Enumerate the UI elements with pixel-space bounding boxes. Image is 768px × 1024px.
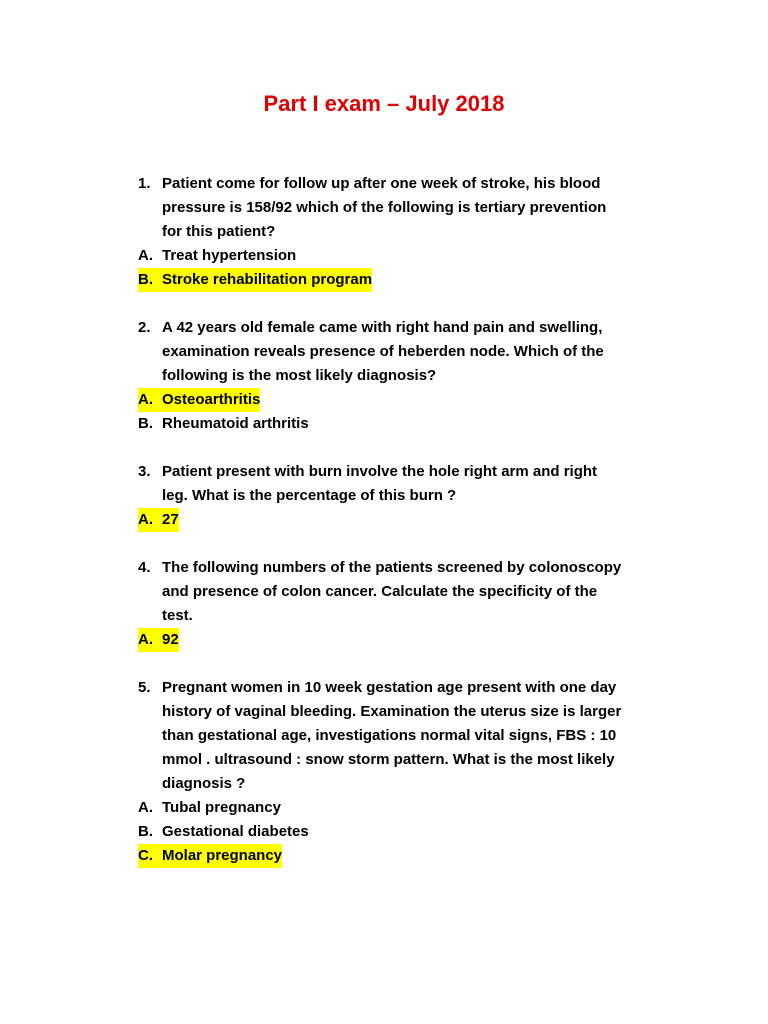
question-line <box>138 604 658 628</box>
question-text: and presence of colon cancer. Calculate the specificity of the <box>162 583 598 600</box>
question-line <box>138 364 658 388</box>
answer-highlight <box>138 268 372 292</box>
option-letter: A. <box>138 511 153 528</box>
question-line <box>138 700 658 724</box>
question-line <box>138 340 658 364</box>
question-text: leg. What is the percentage of this burn ? <box>162 487 457 504</box>
answer-highlight <box>138 844 282 868</box>
answer-option-highlighted <box>138 508 658 532</box>
option-letter: B. <box>138 823 153 840</box>
option-text: Treat hypertension <box>162 247 297 264</box>
option-letter: B. <box>138 271 153 288</box>
question-text: The following numbers of the patients screened by colonoscopy <box>162 559 622 576</box>
option-text: 27 <box>162 511 179 528</box>
question-line <box>138 556 658 580</box>
spacer <box>138 532 658 556</box>
answer-option <box>138 796 658 820</box>
spacer <box>138 436 658 460</box>
question-text: diagnosis ? <box>162 775 246 792</box>
option-text: Osteoarthritis <box>162 391 261 408</box>
option-letter: A. <box>138 391 153 408</box>
option-text: Stroke rehabilitation program <box>162 271 373 288</box>
question-text: for this patient? <box>162 223 276 240</box>
question-line <box>138 172 658 196</box>
answer-option-highlighted <box>138 628 658 652</box>
answer-option-highlighted <box>138 844 658 868</box>
answer-option <box>138 820 658 844</box>
answer-highlight <box>138 388 260 412</box>
option-text: Rheumatoid arthritis <box>162 415 309 432</box>
question-number: 1. <box>138 175 151 192</box>
question-text: examination reveals presence of heberden node. Which of the <box>162 343 604 360</box>
question-line <box>138 580 658 604</box>
answer-highlight <box>138 628 179 652</box>
question-text: Patient present with burn involve the hole right arm and right <box>162 463 598 480</box>
answer-option <box>138 244 658 268</box>
option-letter: A. <box>138 799 153 816</box>
question-text: Pregnant women in 10 week gestation age present with one day <box>162 679 617 696</box>
question-text: Patient come for follow up after one week of stroke, his blood <box>162 175 601 192</box>
option-text: Tubal pregnancy <box>162 799 281 816</box>
question-5 <box>138 676 658 868</box>
question-4 <box>138 556 658 652</box>
question-text: mmol . ultrasound : snow storm pattern. What is the most likely <box>162 751 615 768</box>
option-letter: B. <box>138 415 153 432</box>
question-line <box>138 316 658 340</box>
question-text: history of vaginal bleeding. Examination the uterus size is larger <box>162 703 622 720</box>
question-number: 2. <box>138 319 151 336</box>
question-text: following is the most likely diagnosis? <box>162 367 437 384</box>
question-3 <box>138 460 658 532</box>
question-2 <box>138 316 658 436</box>
question-text: A 42 years old female came with right hand pain and swelling, <box>162 319 603 336</box>
option-letter: A. <box>138 247 153 264</box>
question-line <box>138 676 658 700</box>
question-line <box>138 724 658 748</box>
spacer <box>138 292 658 316</box>
question-1 <box>138 172 658 292</box>
page-title: Part I exam – July 2018 <box>263 91 505 116</box>
option-text: 92 <box>162 631 179 648</box>
question-number: 4. <box>138 559 151 576</box>
question-text: pressure is 158/92 which of the following is tertiary prevention <box>162 199 607 216</box>
option-letter: A. <box>138 631 153 648</box>
option-text: Molar pregnancy <box>162 847 283 864</box>
answer-option <box>138 412 658 436</box>
question-line <box>138 460 658 484</box>
question-line <box>138 772 658 796</box>
option-letter: C. <box>138 847 153 864</box>
question-list <box>138 172 658 868</box>
question-number: 3. <box>138 463 151 480</box>
question-line <box>138 220 658 244</box>
question-number: 5. <box>138 679 151 696</box>
question-line <box>138 748 658 772</box>
answer-option-highlighted <box>138 388 658 412</box>
question-line <box>138 196 658 220</box>
spacer <box>138 652 658 676</box>
answer-highlight <box>138 508 179 532</box>
question-text: test. <box>162 607 193 624</box>
question-text: than gestational age, investigations normal vital signs, FBS : 10 <box>162 727 617 744</box>
question-line <box>138 484 658 508</box>
answer-option-highlighted <box>138 268 658 292</box>
option-text: Gestational diabetes <box>162 823 309 840</box>
